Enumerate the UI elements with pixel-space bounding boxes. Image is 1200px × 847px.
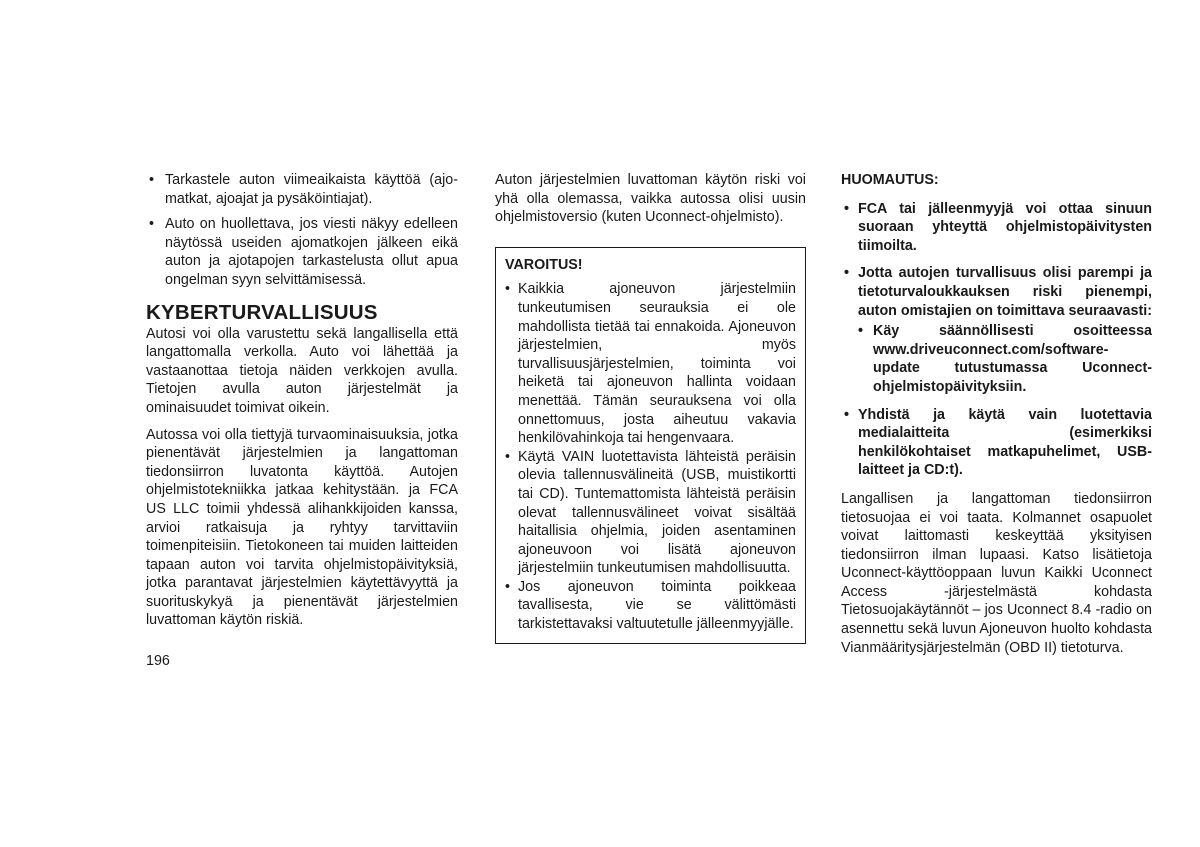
middle-column [495,171,806,644]
note-list [841,200,1152,480]
list-item: • Käy säännöllisesti osoitteessa www.driveuconnect.com/software-update tutustumassa Uconnect-ohjelmistopäivityksiin. [858,322,1152,396]
body-paragraph: Autossa voi olla tiettyjä turvaominaisuuksia, jotka pienentävät järjestelmien ja langattoman tiedonsiirron luvatonta käyttöä. Autojen ohjelmistotekniikka jatkaa kehitystään. ja FCA US LLC toimii yhdessä alihankkijoiden kanssa, arvioi ratkaisuja ja ryhtyy tarvittaviin toimenpiteisiin. Tietokoneen tai muiden laitteiden tapaan auton voi tarvita ohjelmistopäivityksiä, jotka parantavat järjestelmien käytettävyyttä ja suorituskykyä ja pienentävät järjestelmien luvattoman käytön riskiä. [146,426,458,629]
list-item: • Auto on huollettava, jos viesti näkyy edelleen näytössä useiden ajomatkojen jälkeen eikä auton ja ajotapojen tarkastelusta ollut apua ongelman syyn selvittämisessä. [146,215,458,289]
body-paragraph: Auton järjestelmien luvattoman käytön riski voi yhä olla olemassa, vaikka autossa olisi uusin ohjelmistoversio (kuten Uconnect-ohjelmisto). [495,172,806,226]
section-heading: KYBERTURVALLISUUS [146,300,378,324]
page-number: 196 [146,653,170,669]
list-item: • Tarkastele auton viimeaikaista käyttöä (ajo-matkat, ajoajat ja pysäköintiajat). [146,171,458,208]
warning-list [505,280,796,633]
list-item: • FCA tai jälleenmyyjä voi ottaa sinuun suoraan yhteyttä ohjelmistopäivitysten tiimoilta. [841,200,1152,256]
note-sub-list [858,322,1152,396]
list-item: • Jotta autojen turvallisuus olisi parempi ja tietoturvaloukkauksen riski pienempi, auton omistajien on toimittava seuraavasti: • Käy säännöllisesti osoitteessa www.driveuconnect.com/software-update tutustumassa Uconnect-ohjelmistopäivityksiin. [841,264,1152,396]
warning-box [495,247,806,644]
note-title: HUOMAUTUS: [841,172,939,188]
list-item: • Yhdistä ja käytä vain luotettavia medialaitteita (esimerkiksi henkilökohtaiset matkapuhelimet, USB-laitteet ja CD:t). [841,406,1152,480]
left-column [146,171,458,630]
body-paragraph: Langallisen ja langattoman tiedonsiirron tietosuojaa ei voi taata. Kolmannet osapuolet voivat laittomasti keskeyttää yksityisen tiedonsiirron ilman lupaasi. Katso lisätietoja Uconnect-käyttöoppaan luvun Kaikki Uconnect Access -järjestelmästä kohdasta Tietosuojakäytännöt – jos Uconnect 8.4 -radio on asennettu sekä luvun Ajoneuvon huolto kohdasta Vianmääritysjärjestelmän (OBD II) tietoturva. [841,490,1152,656]
trip-review-list [146,171,458,290]
warning-title: VAROITUS! [505,256,583,273]
list-item: • Kaikkia ajoneuvon järjestelmiin tunkeutumisen seurauksia ei ole mahdollista tietää tai ennakoida. Ajoneuvon järjestelmien, myös turvallisuusjärjestelmien, toiminta voi heiketä tai ajoneuvon hallinta voidaan menettää. Tämän seurauksena voi olla onnettomuus, josta aiheutuu vakavia henkilövahinkoja tai hengenvaara. [505,280,796,447]
list-item: • Käytä VAIN luotettavista lähteistä peräisin olevia tallennusvälineitä (USB, muistikortti tai CD). Tuntemattomista lähteistä peräisin olevat tallennusvälineet voivat sisältää haitallisia ohjelmia, joiden asentaminen ajoneuvoon voi lisätä ajoneuvon järjestelmiin tunkeutumisen mahdollisuutta. [505,448,796,578]
right-column [841,171,1152,657]
list-item: • Jos ajoneuvon toiminta poikkeaa tavallisesta, vie se välittömästi tarkistettavaksi valtuutetulle jälleenmyyjälle. [505,578,796,634]
body-paragraph: Autosi voi olla varustettu sekä langallisella että langattomalla verkolla. Auto voi lähettää ja vastaanottaa tietoja näiden verkkojen avulla. Tietojen avulla auton järjestelmät ja ominaisuudet toimivat oikein. [146,325,458,416]
